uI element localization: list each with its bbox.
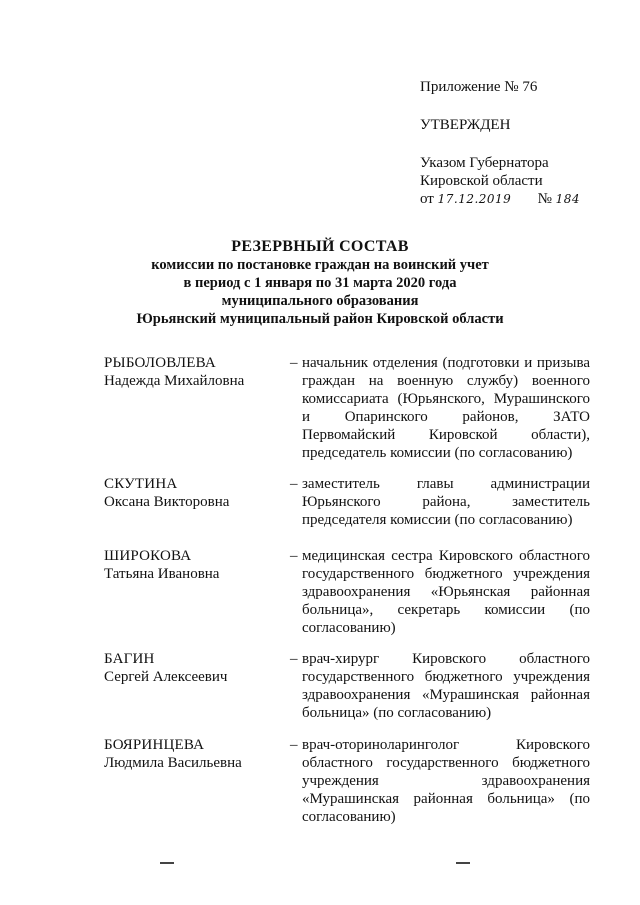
title-line-4: муниципального образования	[221, 293, 419, 309]
member-given-name: Оксана Викторовна	[104, 494, 230, 510]
member-row	[104, 475, 590, 529]
member-surname: РЫБОЛОВЛЕВА	[104, 355, 216, 371]
member-surname: ШИРОКОВА	[104, 548, 192, 564]
title-main: РЕЗЕРВНЫЙ СОСТАВ	[231, 238, 409, 255]
member-given-name: Людмила Васильевна	[104, 755, 242, 771]
decree-line-2: Кировской области	[420, 173, 543, 189]
handwritten-date: 17.12.2019	[437, 192, 512, 206]
member-row	[104, 354, 590, 462]
member-name	[104, 475, 284, 529]
approved-stamp: УТВЕРЖДЕН	[420, 117, 511, 133]
approval-header	[420, 78, 620, 208]
member-role: начальник отделения (подготовки и призыва граждан на военную службу) военного комиссариата (Юрьянского, Мурашинского и Опаринского районов, ЗАТО Первомайский Кировской области), председатель комиссии (по согласованию)	[302, 355, 590, 461]
member-dash: –	[290, 737, 298, 753]
appendix-number: Приложение № 76	[420, 79, 538, 95]
member-given-name: Надежда Михайловна	[104, 373, 245, 389]
from-label: от	[420, 191, 434, 207]
decree-line-1: Указом Губернатора	[420, 155, 549, 171]
member-row	[104, 547, 590, 637]
member-given-name: Сергей Алексеевич	[104, 669, 228, 685]
member-role: медицинская сестра Кировского областного государственного бюджетного учреждения здравоохранения «Юрьянская районная больница», секретарь комиссии (по согласованию)	[302, 548, 590, 636]
member-role: врач-оториноларинголог Кировского областного государственного бюджетного учреждения здравоохранения «Мурашинская районная больница» (по согласованию)	[302, 737, 590, 825]
member-surname: БАГИН	[104, 651, 155, 667]
member-name	[104, 650, 284, 722]
member-row	[104, 650, 590, 722]
member-dash: –	[290, 651, 298, 667]
scan-mark	[456, 862, 470, 864]
member-dash: –	[290, 355, 298, 371]
member-name	[104, 547, 284, 637]
decree-date-line	[420, 190, 620, 208]
scan-mark	[160, 862, 174, 864]
document-title	[80, 238, 560, 328]
member-surname: СКУТИНА	[104, 476, 178, 492]
title-line-3: в период с 1 января по 31 марта 2020 года	[183, 275, 457, 291]
member-dash: –	[290, 548, 298, 564]
member-name	[104, 736, 284, 826]
member-surname: БОЯРИНЦЕВА	[104, 737, 205, 753]
number-label: №	[537, 191, 552, 207]
title-line-5: Юрьянский муниципальный район Кировской области	[136, 311, 504, 327]
member-role: врач-хирург Кировского областного государственного бюджетного учреждения здравоохранения «Мурашинская районная больница» (по согласованию)	[302, 651, 590, 721]
member-role: заместитель главы администрации Юрьянского района, заместитель председателя комиссии (по согласованию)	[302, 476, 590, 528]
member-dash: –	[290, 476, 298, 492]
member-row	[104, 736, 590, 826]
member-given-name: Татьяна Ивановна	[104, 566, 220, 582]
title-line-2: комиссии по постановке граждан на воинский учет	[151, 257, 489, 273]
handwritten-number: 184	[555, 192, 581, 206]
member-name	[104, 354, 284, 462]
